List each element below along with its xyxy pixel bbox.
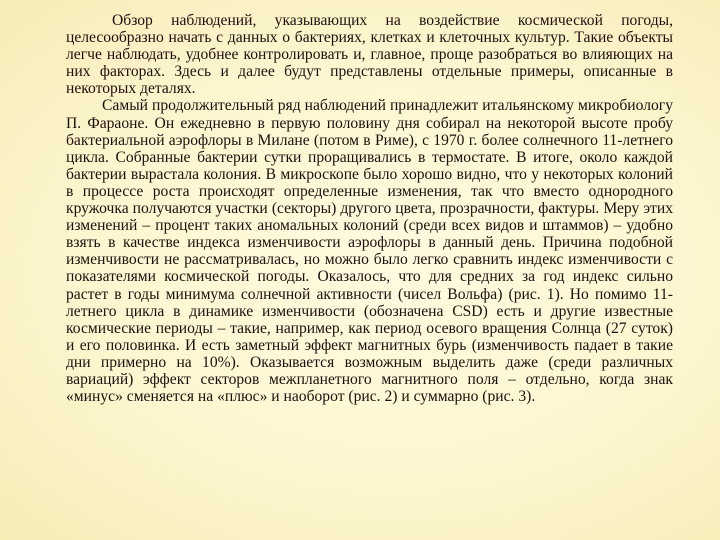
paragraph-intro: Обзор наблюдений, указывающих на воздействие космической погоды, целесообразно начать с данных о бактериях, клетках и клеточных культур. Такие объекты легче наблюдать, удобнее контролировать и, главное, проще разобраться во влияющих на них факторах. Здесь и далее будут представлены отдельные примеры, описанные в некоторых деталях.	[66, 12, 673, 98]
paragraph-faraone-observations: Самый продолжительный ряд наблюдений принадлежит итальянскому микробиологу П. Фараоне. Он ежедневно в первую половину дня собирал на некоторой высоте пробу бактериальной аэрофлоры в Милане (потом в Риме), с 1970 г. более солнечного 11-летнего цикла. Собранные бактерии сутки проращивались в термостате. В итоге, около каждой бактерии вырастала колония. В микроскопе было хорошо видно, что у некоторых колоний в процессе роста происходят определенные изменения, так что вместо однородного кружочка получаются участки (секторы) другого цвета, прозрачности, фактуры. Меру этих изменений – процент таких аномальных колоний (среди всех видов и штаммов) – удобно взять в качестве индекса изменчивости аэрофлоры в данный день. Причина подобной изменчивости не рассматривалась, но можно было легко сравнить индекс изменчивости с показателями космической погоды. Оказалось, что для средних за год индекс сильно растет в годы минимума солнечной активности (чисел Вольфа) (рис. 1). Но помимо 11-летнего цикла в динамике изменчивости (обозначена CSD) есть и другие известные космические периоды – такие, например, как период осевого вращения Солнца (27 суток) и его половинка. И есть заметный эффект магнитных бурь (изменчивость падает в такие дни примерно на 10%). Оказывается возможным выделить даже (среди различных вариаций) эффект секторов межпланетного магнитного поля – отдельно, когда знак «минус» сменяется на «плюс» и наоборот (рис. 2) и суммарно (рис. 3).	[66, 97, 673, 406]
body-text	[66, 12, 673, 405]
